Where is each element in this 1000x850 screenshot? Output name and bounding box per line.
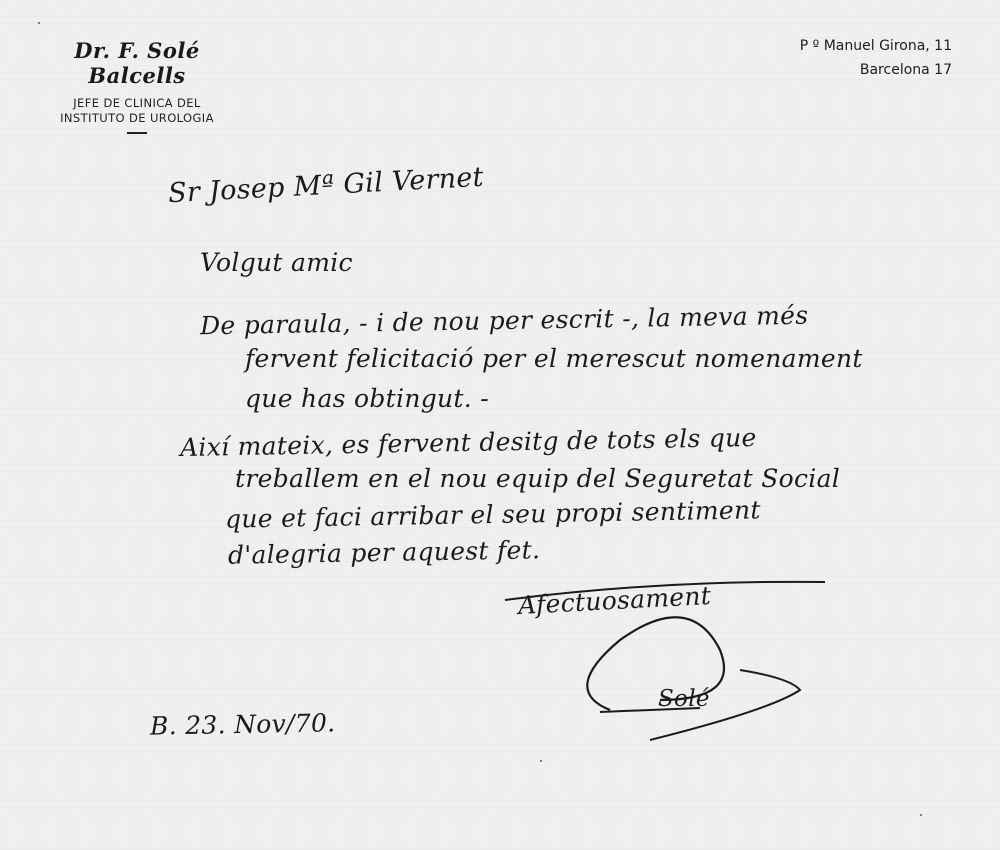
- paper-speck: [540, 760, 542, 762]
- doctor-name: Dr. F. Solé Balcells: [74, 38, 200, 88]
- paragraph-2-line-2: treballem en el nou equip del Seguretat Social: [235, 464, 841, 493]
- doctor-title-line-2: INSTITUTO DE UROLOGIA: [60, 111, 214, 125]
- doctor-title-line-1: JEFE DE CLINICA DEL: [73, 96, 201, 110]
- paragraph-1-line-3: que has obtingut. -: [245, 384, 490, 413]
- paragraph-2-line-3: que et faci arribar el seu propi sentiment: [224, 495, 761, 534]
- letterhead-address: [800, 34, 952, 82]
- paper-speck: [920, 814, 922, 816]
- letterhead-rule: [127, 132, 147, 134]
- salutation: Volgut amic: [200, 248, 353, 277]
- paper-speck: [38, 22, 40, 24]
- signature-name: Solé: [658, 686, 710, 712]
- paragraph-2-line-1: Així mateix, es fervent desitg de tots els que: [179, 422, 757, 463]
- paragraph-1-line-1: De paraula, - i de nou per escrit -, la meva més: [199, 300, 809, 341]
- letter-date: B. 23. Nov/70.: [149, 708, 336, 741]
- address-line-1: P º Manuel Girona, 11: [799, 38, 952, 54]
- paragraph-2-line-4: d'alegria per aquest fet.: [227, 535, 541, 570]
- address-line-2: Barcelona 17: [859, 62, 952, 78]
- paragraph-1-line-2: fervent felicitació per el merescut nomenament: [245, 344, 863, 373]
- letterhead: [22, 38, 252, 134]
- signature-flourish: [500, 570, 830, 750]
- closing: Afectuosament: [517, 580, 712, 621]
- recipient-line: Sr Josep Mª Gil Vernet: [167, 161, 485, 210]
